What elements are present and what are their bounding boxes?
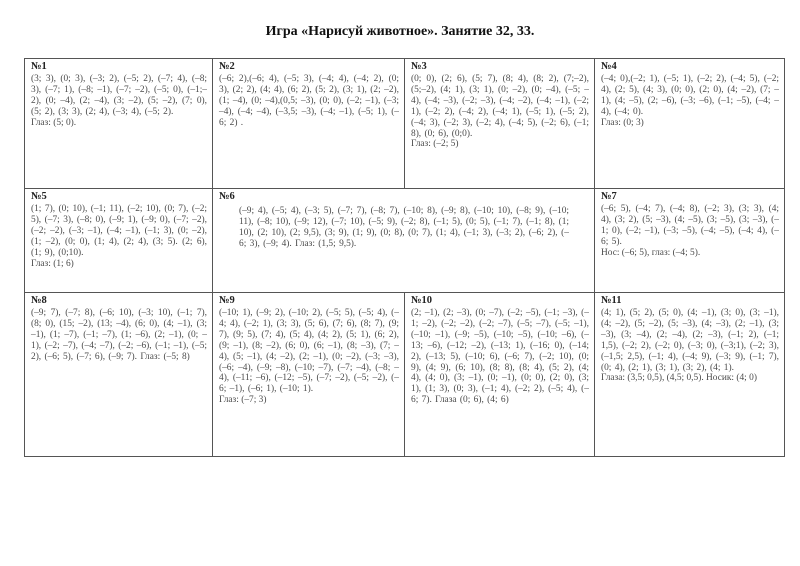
cell-9 xyxy=(213,293,405,457)
cell-number: №2 xyxy=(219,61,235,72)
coordinate-list xyxy=(219,206,589,250)
cell-1 xyxy=(25,59,213,189)
coordinate-list: (4; 1), (5; 2), (5; 0), (4; –1), (3; 0), (3; –1), (4; –2), (5; –2), (5; –3), (4; –3), (2; –1), (3; –3), (3; –4), (2; –4), (2; –3), (–1; 2), (–1; 1,5), (–2; 2), (–2; 0), (–3; 0), (–3;1), (–2; 3), (–1,5; 2,5), (–1; 4), (–4; 9), (–3; 9), (–1; 7), (0; 4), (2; 1), (3; 1), (3; 2), (4; 1). xyxy=(601,308,779,373)
cell-number: №6 xyxy=(219,191,235,202)
coordinate-list: (0; 0), (2; 6), (5; 7), (8; 4), (8; 2), (7;–2), (5;–2), (4; 1), (3; 1), (0; –2), (0; –4), (–5; –4), (–4; –3), (–2; –3), (–4; –2), (–4; –1), (–2; 1), (–2; 2), (–4; 2), (–4; 1), (–5; 1), (–5; 2), (–4; 3), (–2; 3), (–2; 4), (–4; 5), (–2; 6), (–1; 8), (0; 6), (0;0). xyxy=(411,74,589,139)
coordinate-list xyxy=(31,308,207,363)
eye-note: Глаз: (1; 6) xyxy=(31,258,74,269)
eye-note: Глаз: (–7; 3) xyxy=(219,395,267,406)
eye-note: Глаз: (1,5; 9,5). xyxy=(295,238,357,249)
cell-number: №10 xyxy=(411,295,433,306)
coordinate-list: (3; 3), (0; 3), (–3; 2), (–5; 2), (–7; 4), (–8; 3), (–7; 1), (–8; –1), (–7; –2), (–5; 0), (–1;–2), (0; –4), (2; –4), (3; –2), (5; –2), (7; 0), (5; 2), (3; 3), (2; 4), (–3; 4), (–5; 2). xyxy=(31,74,207,117)
cell-10 xyxy=(405,293,595,457)
cell-number: №11 xyxy=(601,295,622,306)
coordinate-list: (–10; 1), (–9; 2), (–10; 2), (–5; 5), (–5; 4), (–4; 4), (–2; 1), (3; 3), (5; 6), (7; 6), (8; 7), (9; 7), (9; 5), (7; 4), (5; 4), (4; 2), (5; 1), (6; 2), (9; –1), (8; –2), (6; 0), (6; –1), (8; –3), (7; –4), (5; –1), (4; –2), (2; –1), (0; –2), (–3; –3), (–6; –4), (–9; –8), (–10; –7), (–7; –4), (–8; –4), (–11; –6), (–12; –5), (–7; –2), (–5; –2), (–6; –1), (–6; 1), (–10; 1). xyxy=(219,308,399,395)
coordinate-list: (–4; 0),(–2; 1), (–5; 1), (–2; 2), (–4; 5), (–2; 4), (2; 5), (4; 3), (0; 0), (2; 0), (4; –2), (7; –1), (4; –5), (2; –6), (–3; –6), (–1; –5), (–4; –4), (–4; 0). xyxy=(601,74,779,117)
cell-3 xyxy=(405,59,595,189)
eye-note: Глаза (0; 6), (4; 6) xyxy=(435,395,509,406)
eye-note: Глаз: (–5; 8) xyxy=(140,351,190,362)
eye-note: Глаз: (5; 0). xyxy=(31,117,77,128)
eye-note: Глаз: (0; 3) xyxy=(601,117,644,128)
coordinate-list: (–6; 2),(–6; 4), (–5; 3), (–4; 4), (–4; 2), (0; 3), (2; 2), (4; 4), (6; 2), (5; 2), (3; 1), (2; –2), (1; –4), (0; –4),(0,5; –3), (0; 0), (–2; –1), (–3; –4), (–4; –4), (–3,5; –3), (–4; –1), (–5; 1), (–6; 2) . xyxy=(219,74,399,128)
cell-number: №4 xyxy=(601,61,617,72)
eye-nose-note: Глаза: (3,5; 0,5), (4,5; 0,5). Носик: (4; 0) xyxy=(601,373,757,384)
coordinate-list: (1; 7), (0; 10), (–1; 11), (–2; 10), (0; 7), (–2; 5), (–7; 3), (–8; 0), (–9; 1), (–9; 0), (–7; –2), (–2; –2), (–3; –1), (–4; –1), (–1; 3), (0; –2), (1; –2), (0; 0), (1; 4), (2; 4), (3; 5). (2; 6), (1; 9), (0;10). xyxy=(31,204,207,258)
coordinate-text: (–9; 4), (–5; 4), (–3; 5), (–7; 7), (–8; 7), (–10; 8), (–9; 8), (–10; 10), (–8; 9), (–10; 11), (–8; 10), (–9; 12), (–7; 10), (–5; 9), (–2; 8), (–1; 5), (0; 5), (–1; 7), (–1; 8), (1; 10), (2; 10), (2; 9,5), (3; 9), (1; 9), (0; 8), (0; 7), (1; 4), (–1; 3), (–3; 2), (–6; 2), (–6; 3), (–9; 4). xyxy=(239,206,569,249)
cell-4 xyxy=(595,59,785,189)
cell-11 xyxy=(595,293,785,457)
cell-number: №8 xyxy=(31,295,47,306)
coordinates-table xyxy=(24,58,785,457)
cell-number: №5 xyxy=(31,191,47,202)
cell-number: №3 xyxy=(411,61,427,72)
cell-7 xyxy=(595,189,785,293)
coordinate-list: (–6; 5), (–4; 7), (–4; 8), (–2; 3), (3; 3), (4; 4), (3; 2), (5; –3), (4; –5), (3; –5), (3; –3), (–1; 0), (–2; –1), (–3; –5), (–4; –5), (–4; 4), (–6; 5). xyxy=(601,204,779,247)
coordinate-text: (2; –1), (2; –3), (0; –7), (–2; –5), (–1; –3), (–1; –2), (–2; –2), (–2; –7), (–5; –7), (–5; –1), (–10; –1), (–9; –5), (–10; –5), (–10; –6), (–13; –6), (–12; –2), (–13; 1), (–16; 0), (–14; 2), (–13; 5), (–10; 6), (–6; 7), (–2; 10), (0; 9), (4; 9), (6; 10), (8; 8), (8; 4), (5; 2), (4; 4), (4; 0), (3; –1), (0; –1), (0; 0), (2; 0), (3; 1), (1; 3), (0; 3), (–1; 4), (–2; 2), (–5; 4), (–6; 7). xyxy=(411,308,589,406)
nose-eye-note: Нос: (–6; 5), глаз: (–4; 5). xyxy=(601,247,701,258)
cell-2 xyxy=(213,59,405,189)
page-title: Игра «Нарисуй животное». Занятие 32, 33. xyxy=(265,24,535,39)
cell-number: №1 xyxy=(31,61,47,72)
cell-number: №7 xyxy=(601,191,617,202)
coordinate-list xyxy=(411,308,589,406)
eye-note: Глаз: (–2; 5) xyxy=(411,139,459,150)
cell-8 xyxy=(25,293,213,457)
cell-5 xyxy=(25,189,213,293)
coordinate-text: (–9; 7), (–7; 8), (–6; 10), (–3; 10), (–1; 7), (8; 0), (15; –2), (13; –4), (6; 0), (4; –1), (3; –1), (1; –7), (–1; –7), (1; –6), (2; –1), (0; –1), (–2; –7), (–4; –7), (–2; –6), (–1; –1), (–5; 2), (–6; 5), (–7; 6), (–9; 7). xyxy=(31,308,207,362)
cell-number: №9 xyxy=(219,295,235,306)
cell-6 xyxy=(213,189,595,293)
